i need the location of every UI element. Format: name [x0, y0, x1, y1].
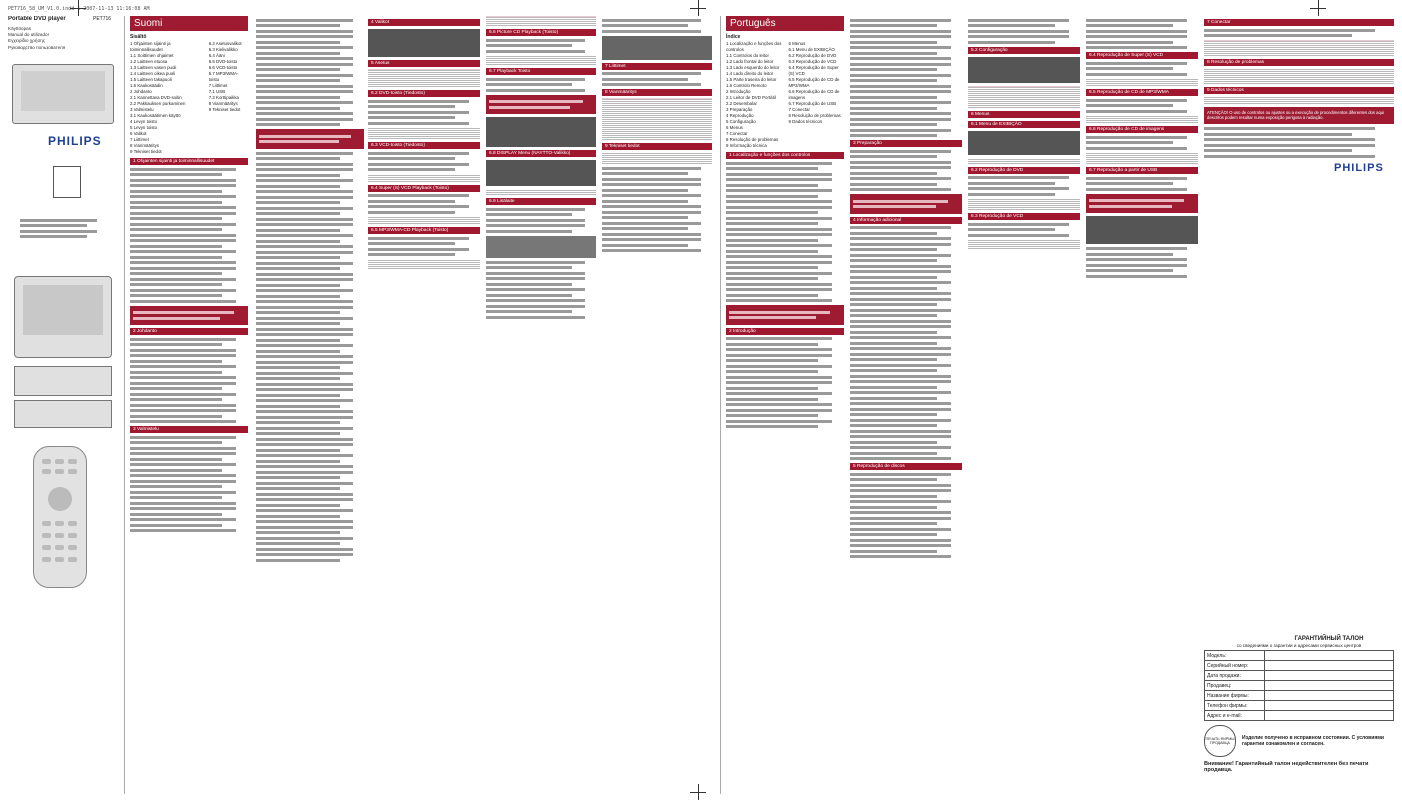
finnish-controls-text — [130, 168, 248, 303]
warranty-footer: Изделие получено в исправном состоянии. С условиями гарантии ознакомлен и согласен. — [1242, 735, 1385, 747]
pt-setup-heading: 5.2 Configuração — [968, 47, 1080, 54]
warranty-table — [1204, 650, 1394, 721]
certification-box — [53, 166, 81, 198]
warranty-field-seller[interactable] — [1265, 681, 1394, 691]
finnish-intro-text — [130, 338, 248, 424]
player-screen — [21, 71, 105, 111]
product-name: Portable DVD player — [8, 16, 66, 22]
pt-warning-note: ATENÇÃO! O uso de controlos ou ajustes ou a execução de procedimentos diferentes dos aqui descritos podem resultar numa exposição perigosa à radiação. — [1204, 107, 1394, 125]
finnish-title: Suomi — [130, 16, 248, 31]
finnish-menus-column — [368, 16, 480, 796]
warranty-label-seller: Продавец: — [1205, 681, 1265, 691]
warranty-field-address[interactable] — [1265, 711, 1394, 721]
finnish-warning-note — [130, 306, 248, 326]
language-fi: Käyttöopas — [8, 26, 31, 31]
portuguese-final-column — [1204, 16, 1394, 796]
warranty-bottom-note: Внимание! Гарантийный талон недействителен без печати продавца. — [1204, 761, 1369, 773]
registration-mark-top-center — [690, 0, 706, 16]
pt-display-menu-heading: 6.1 Menu de EXIBIÇÃO — [968, 121, 1080, 128]
specs-heading: 9 Tekniset tiedot — [602, 143, 712, 150]
pt-usb-screen — [1086, 216, 1198, 244]
warranty-field-model[interactable] — [1265, 651, 1394, 661]
finnish-column — [130, 16, 248, 796]
warranty-label-phone: Телефон фирмы: — [1205, 701, 1265, 711]
usb-screen-image — [486, 117, 596, 147]
remote-dpad — [48, 487, 72, 511]
philips-logo-back: PHILIPS — [1334, 162, 1384, 175]
warranty-title: ГАРАНТИЙНЫЙ ТАЛОН — [1294, 636, 1364, 642]
registration-mark-bottom-center — [690, 784, 706, 800]
portuguese-playback-column — [1086, 16, 1198, 796]
pt-vcd-heading: 6.3 Reprodução de VCD — [968, 213, 1080, 220]
usb-playback-heading: 6.7 Playback Toisto — [486, 68, 596, 75]
remote-control-illustration — [33, 446, 87, 588]
portuguese-column-2 — [850, 16, 962, 796]
portuguese-toc-label: Índice — [726, 34, 741, 40]
model-number: PET716 — [93, 16, 112, 22]
finnish-section-3: 3 Valmistelu — [130, 426, 248, 433]
finnish-column-2 — [256, 16, 364, 796]
headphone-image — [602, 36, 712, 60]
warranty-field-date[interactable] — [1265, 671, 1394, 681]
portuguese-toc: 1 Localização e funções dos controlos 1.1 Controlos do leitor 1.2 Lado frontal do leitor 1.3 Lado esquerdo do leitor 1.4 Lado direito do leitor 1.5 Parte traseira do leitor 1.6 Controlo Remoto 2 Introdução 2.1 Leitor de DVD Portátil 2.2 Desembalar 3 Preparação 4 Reprodução 5 Configuração 6 Menus 7 Conectar 8 Resolução de problemas 9 Informação técnica 6 Menus 6.1 Menu de EXIBIÇÃO 6.2 Reprodução de DVD 6.3 Reprodução de VCD 6.4 Reprodução de Super (S) VCD 6.5 Reprodução de CD de MP3/WMA 6.6 Reprodução de CD de imagens 6.7 Reprodução de USB 7 Conectar 8 Resolução de problemas 9 Dados técnicos — [726, 41, 841, 148]
pt-connect-heading: 7 Conectar — [1204, 19, 1394, 26]
vcd-playback-heading: 6.3 VCD-toisto (Tiedosto) — [368, 142, 480, 149]
warranty-label-date: Дата продажи: — [1205, 671, 1265, 681]
language-pt: Manual do utilizador — [8, 32, 50, 38]
setup-heading: 5 Asetus — [368, 60, 480, 67]
setup-screen-image — [368, 29, 480, 57]
player-rear-view — [14, 400, 112, 428]
portuguese-section-4: 4 Informação adicional — [850, 217, 962, 224]
svcd-playback-heading: 6.4 Super (S) VCD Playback (Toisto) — [368, 185, 480, 192]
warranty-card — [1204, 636, 1394, 773]
finnish-playback-column — [486, 16, 596, 796]
portuguese-section-5: 5 Reprodução de discos — [850, 463, 962, 470]
warranty-label-address: Адрес и e-mail: — [1205, 711, 1265, 721]
warranty-label-serial: Серийный номер: — [1205, 661, 1265, 671]
finnish-toc-label: Sisältö — [130, 34, 147, 40]
portuguese-section-1: 1 Localização e funções dos controlos — [726, 152, 844, 159]
pt-specs-heading: 9 Dados técnicos — [1204, 87, 1394, 94]
cover-column — [8, 16, 118, 796]
pt-setup-screen — [968, 57, 1080, 83]
portuguese-column — [726, 16, 844, 796]
mp3-playback-heading: 6.5 MP3/WMA-CD Playback (Toisto) — [368, 227, 480, 234]
portuguese-section-2: 2 Introdução — [726, 328, 844, 335]
warranty-field-phone[interactable] — [1265, 701, 1394, 711]
accessory-heading: 6.9 Lisälaite — [486, 198, 596, 205]
language-el: Εγχειρίδιο χρήσης — [8, 38, 46, 44]
troubleshooting-heading: 8 Vianmääritys — [602, 89, 712, 96]
open-player-screen — [23, 285, 103, 335]
finnish-trouble-column — [602, 16, 712, 796]
finnish-prep-text — [130, 436, 248, 533]
player-side-view — [14, 366, 112, 396]
registration-mark-top-left — [70, 0, 86, 16]
pt-menus-heading: 6 Menus — [968, 111, 1080, 118]
finnish-section-2: 2 Johdanto — [130, 328, 248, 335]
player-illustration-top — [12, 64, 114, 124]
finnish-menus-heading: 4 Valikot — [368, 19, 480, 26]
cover-notes — [20, 216, 106, 241]
player-illustration-open — [14, 276, 112, 358]
pt-svcd-heading: 6.4 Reprodução de Super (S) VCD — [1086, 52, 1198, 59]
pt-picture-cd-heading: 6.6 Reprodução de CD de imagens — [1086, 126, 1198, 133]
dvd-playback-heading: 6.2 DVD-toisto (Tiedosto) — [368, 90, 480, 97]
portuguese-section-3: 3 Preparação — [850, 140, 962, 147]
pt-troubleshooting-heading: 8 Resolução de problemas — [1204, 59, 1394, 66]
language-list — [8, 26, 118, 51]
pt-usb-heading: 6.7 Reprodução a partir de USB — [1086, 167, 1198, 174]
warranty-field-serial[interactable] — [1265, 661, 1394, 671]
warranty-subtitle: со сведениями о гарантии и адресами сервисных центров — [1236, 643, 1362, 648]
warranty-label-model: Модель: — [1205, 651, 1265, 661]
display-screen-image — [486, 160, 596, 186]
picture-cd-heading: 6.6 Picture CD Playback (Toisto) — [486, 29, 596, 36]
finnish-section-1: 1 Ohjainten sijainti ja toiminnallisuudet — [130, 158, 248, 165]
pt-display-screen — [968, 131, 1080, 155]
seller-stamp: ПЕЧАТЬ ФИРМЫ ПРОДАВЦА — [1204, 725, 1236, 757]
portuguese-setup-column — [968, 16, 1080, 796]
language-ru: Руководство пользователя — [8, 44, 66, 50]
portuguese-title: Português — [726, 16, 844, 31]
pt-dvd-heading: 6.2 Reprodução de DVD — [968, 167, 1080, 174]
display-menu-heading: 6.8 DISPLAY Menu (NAYTTO-Valikko) — [486, 150, 596, 157]
file-header: PET716_58_UM_V1.0.indd 1 2007-11-13 11:16:08 AM — [8, 6, 150, 12]
finnish-toc: 1 Ohjainten sijainti ja toiminnallisuudet 1.1 Soittimen ohjaimet 1.2 Laitteen etuosa 1.3 Laitteen vasen puoli 1.4 Laitteen oikea puoli 1.5 Laitteen takapuoli 1.6 Kaukosäädin 2 Johdanto 2.1 Kannettava DVD-soitin 2.2 Pakkauksen purkaminen 3 Valmistelu 3.1 Kaukosäätimen käyttö 4 Levyn toisto 5 Levyn toisto 6 Valikot 7 Liittimet 8 Vianmääritys 9 Tekniset tiedot 6.2 Asetusvalikot 6.3 Kielivalikko 6.4 Ääni 6.5 DVD-toisto 6.6 VCD-toisto 6.7 MP3/WMA-toisto 7 Liittimet 7.1 USB 7.2 Korttipaikka 8 Vianmääritys 9 Tekniset tiedot — [130, 41, 242, 154]
connection-image — [486, 236, 596, 258]
pt-mp3-heading: 6.5 Reprodução de CD de MP3/WMA — [1086, 89, 1198, 96]
warranty-label-company: Название фирмы: — [1205, 691, 1265, 701]
connections-heading: 7 Liittimet — [602, 63, 712, 70]
registration-mark-top-right — [1310, 0, 1326, 16]
philips-logo: PHILIPS — [48, 134, 102, 148]
warranty-field-company[interactable] — [1265, 691, 1394, 701]
